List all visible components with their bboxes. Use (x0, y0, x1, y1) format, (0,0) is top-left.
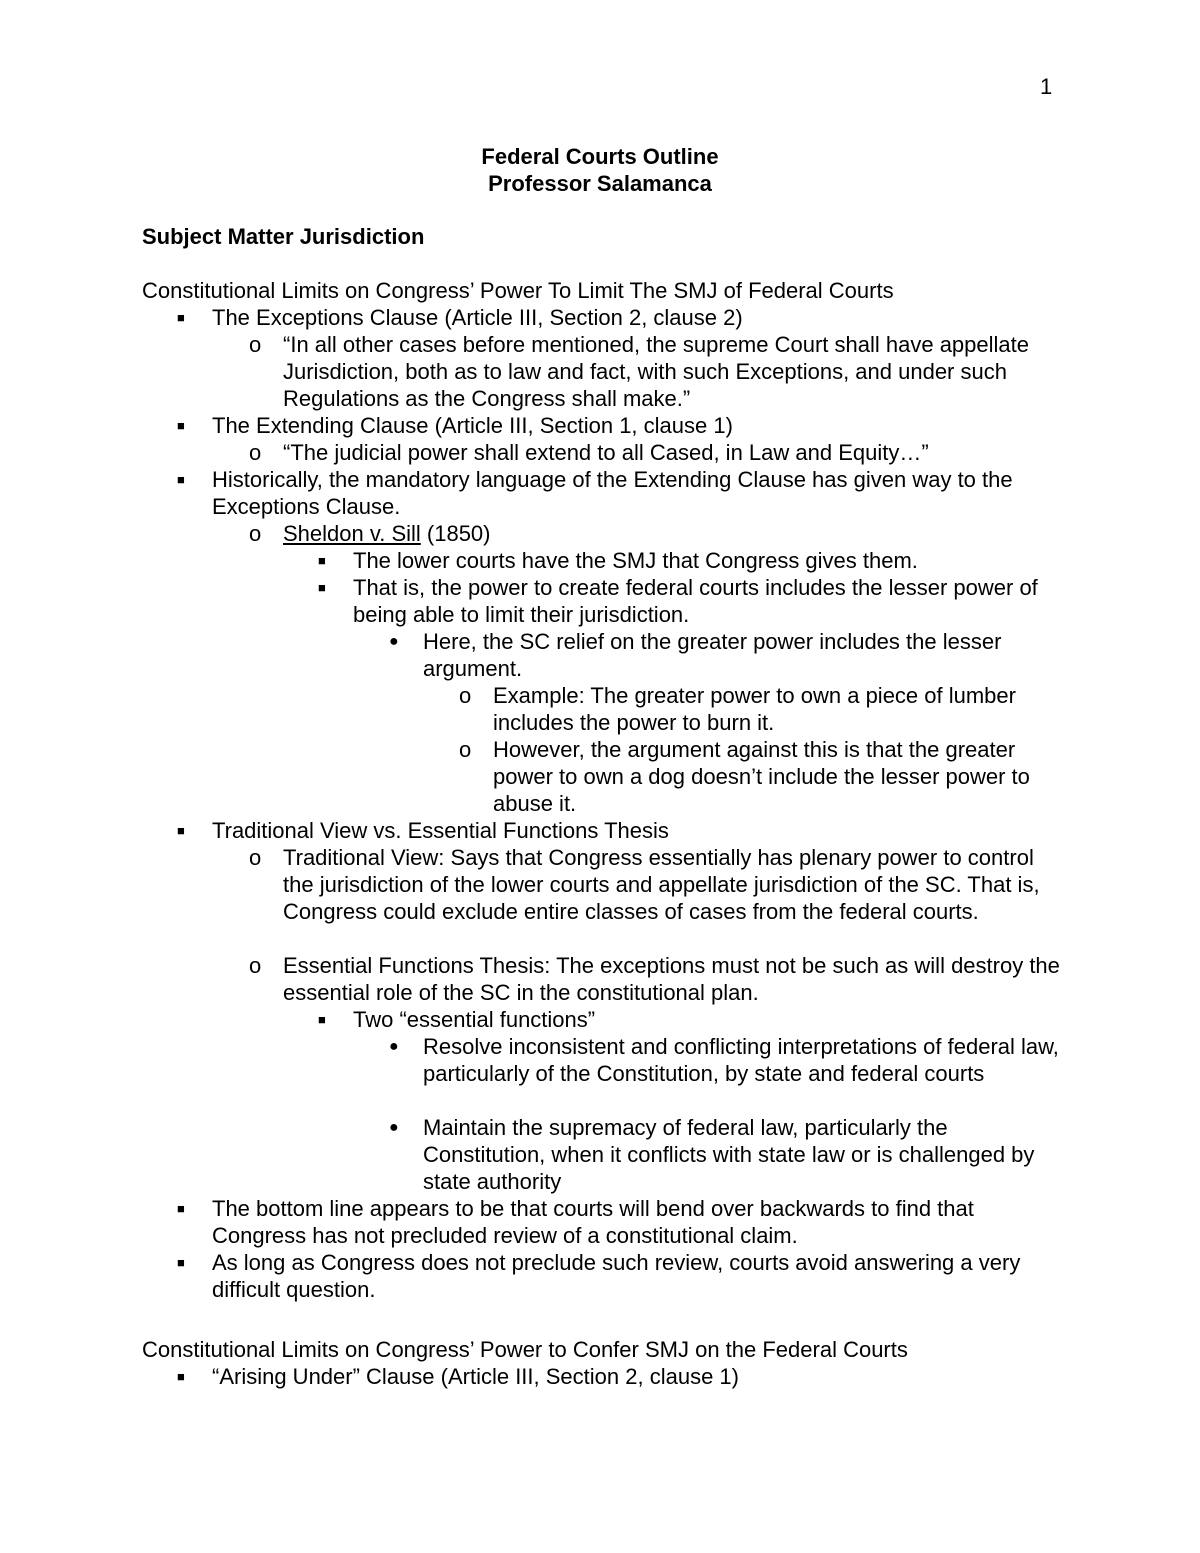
list-item: ● Maintain the supremacy of federal law, particularly the Constitution, when it conflicts with state law or is challenged by state authority (389, 1115, 1035, 1194)
square-bullet-icon: ■ (318, 580, 326, 595)
case-name: Sheldon v. Sill (283, 521, 421, 546)
list-item: o Sheldon v. Sill (1850) (249, 521, 491, 546)
list-item: ■ “Arising Under” Clause (Article III, Section 2, clause 1) (177, 1364, 739, 1389)
square-bullet-icon: ■ (318, 553, 326, 568)
list-item: ■ Two “essential functions” (318, 1007, 596, 1032)
square-bullet-icon: ■ (177, 823, 185, 838)
document-title: Federal Courts Outline (481, 144, 719, 169)
list-item: ■ Historically, the mandatory language of the Extending Clause has given way to the Exceptions Clause. (177, 467, 1013, 519)
square-bullet-icon: ■ (177, 1255, 185, 1270)
section-heading: Subject Matter Jurisdiction (142, 224, 425, 249)
list-item: ■ The bottom line appears to be that courts will bend over backwards to find that Congress has not precluded review of a constitutional claim. (177, 1196, 974, 1248)
circle-bullet-icon: o (249, 521, 262, 546)
list-item: o Example: The greater power to own a piece of lumber includes the power to burn it. (459, 683, 1016, 735)
list-item: o However, the argument against this is that the greater power to own a dog doesn’t include the lesser power to abuse it. (459, 737, 1030, 816)
page-number: 1 (1040, 74, 1053, 99)
list-item: ● Here, the SC relief on the greater power includes the lesser argument. (389, 629, 1002, 681)
document-subtitle: Professor Salamanca (488, 171, 712, 196)
square-bullet-icon: ■ (318, 1012, 326, 1027)
square-bullet-icon: ■ (177, 310, 185, 325)
list-item: ■ As long as Congress does not preclude such review, courts avoid answering a very difficult question. (177, 1250, 1021, 1302)
list-item: ■ The Extending Clause (Article III, Section 1, clause 1) (177, 413, 733, 438)
square-bullet-icon: ■ (177, 472, 185, 487)
list-item: ■ The Exceptions Clause (Article III, Section 2, clause 2) (177, 305, 743, 330)
topic-heading: Constitutional Limits on Congress’ Power to Confer SMJ on the Federal Courts (142, 1337, 908, 1362)
list-item: o “The judicial power shall extend to all Cased, in Law and Equity…” (249, 440, 929, 465)
circle-bullet-icon: o (249, 440, 262, 465)
circle-bullet-icon: o (249, 845, 262, 870)
dot-bullet-icon: ● (389, 1038, 399, 1055)
list-item: o “In all other cases before mentioned, the supreme Court shall have appellate Jurisdiction, both as to law and fact, with such Exceptions, and under such Regulations as the Congress shall make.” (249, 332, 1029, 411)
list-item: ■ That is, the power to create federal courts includes the lesser power of being able to limit their jurisdiction. (318, 575, 1038, 627)
list-item: ● Resolve inconsistent and conflicting interpretations of federal law, particularly of the Constitution, by state and federal courts (389, 1034, 1059, 1086)
list-item: o Essential Functions Thesis: The exceptions must not be such as will destroy the essential role of the SC in the constitutional plan. (249, 953, 1060, 1005)
square-bullet-icon: ■ (177, 1201, 185, 1216)
circle-bullet-icon: o (459, 683, 472, 708)
circle-bullet-icon: o (459, 737, 472, 762)
topic-heading: Constitutional Limits on Congress’ Power To Limit The SMJ of Federal Courts (142, 278, 894, 303)
square-bullet-icon: ■ (177, 418, 185, 433)
list-item: ■ The lower courts have the SMJ that Congress gives them. (318, 548, 918, 573)
dot-bullet-icon: ● (389, 1119, 399, 1136)
square-bullet-icon: ■ (177, 1369, 185, 1384)
dot-bullet-icon: ● (389, 633, 399, 650)
list-item: ■ Traditional View vs. Essential Functions Thesis (177, 818, 669, 843)
circle-bullet-icon: o (249, 332, 262, 357)
list-item: o Traditional View: Says that Congress essentially has plenary power to control the jurisdiction of the lower courts and appellate jurisdiction of the SC. That is, Congress could exclude entire classes of cases from the federal courts. (249, 845, 1040, 924)
circle-bullet-icon: o (249, 953, 262, 978)
